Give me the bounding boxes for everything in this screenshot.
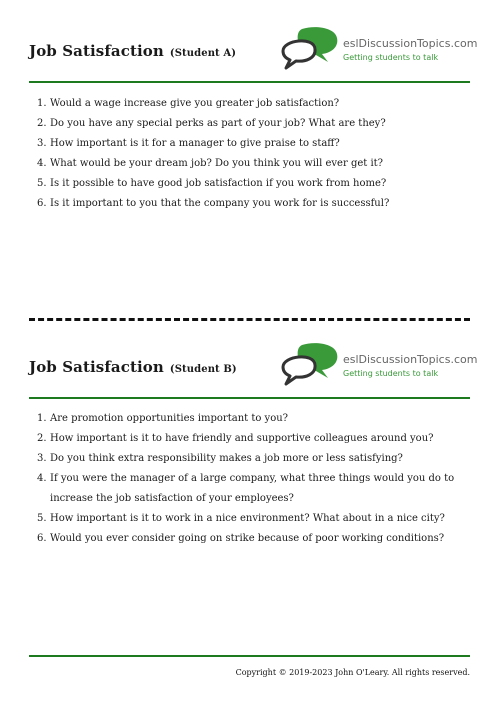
student-b-role: (Student B) (169, 364, 237, 375)
logo (280, 342, 480, 390)
student-a-header (29, 26, 478, 83)
list-item-continuation: increase the job satisfaction of your employees? (50, 493, 294, 504)
student-a-title: Job Satisfaction (Student A) (29, 42, 237, 60)
list-item: 5. Is it possible to have good job satisfaction if you work from home? (37, 178, 387, 189)
list-item: 6. Is it important to you that the company you work for is successful? (37, 198, 390, 209)
footer-rule (29, 655, 470, 657)
logo-brand: eslDiscussionTopics.com (343, 353, 478, 366)
student-a-questions (29, 94, 470, 214)
student-a-section (29, 26, 478, 214)
list-item: 5. How important is it to work in a nice environment? What about in a nice city? (37, 513, 445, 524)
list-item: 1. Would a wage increase give you greater job satisfaction? (37, 98, 340, 109)
copyright-text: Copyright © 2019-2023 John O'Leary. All rights reserved. (235, 668, 470, 677)
student-b-title: Job Satisfaction (Student B) (29, 358, 237, 376)
logo-tagline: Getting students to talk (343, 369, 439, 378)
logo (280, 26, 480, 74)
student-a-role: (Student A) (169, 48, 237, 59)
list-item: 3. Do you think extra responsibility makes a job more or less satisfying? (37, 453, 403, 464)
list-item: 1. Are promotion opportunities important to you? (37, 413, 289, 424)
logo-tagline: Getting students to talk (343, 53, 439, 62)
logo-brand: eslDiscussionTopics.com (343, 37, 478, 50)
speech-bubbles-icon (280, 26, 342, 74)
list-item: 6. Would you ever consider going on strike because of poor working conditions? (37, 533, 445, 544)
list-item: 2. How important is it to have friendly and supportive colleagues around you? (37, 433, 434, 444)
speech-bubbles-icon (280, 342, 342, 390)
list-item: 3. How important is it for a manager to give praise to staff? (37, 138, 340, 149)
student-b-section (29, 342, 478, 549)
cut-line-divider (29, 318, 470, 321)
student-b-questions (29, 409, 470, 549)
list-item: 4. What would be your dream job? Do you think you will ever get it? (37, 158, 384, 169)
student-b-header (29, 342, 478, 399)
list-item: 4. If you were the manager of a large company, what three things would you do to (37, 473, 455, 484)
list-item: 2. Do you have any special perks as part of your job? What are they? (37, 118, 386, 129)
